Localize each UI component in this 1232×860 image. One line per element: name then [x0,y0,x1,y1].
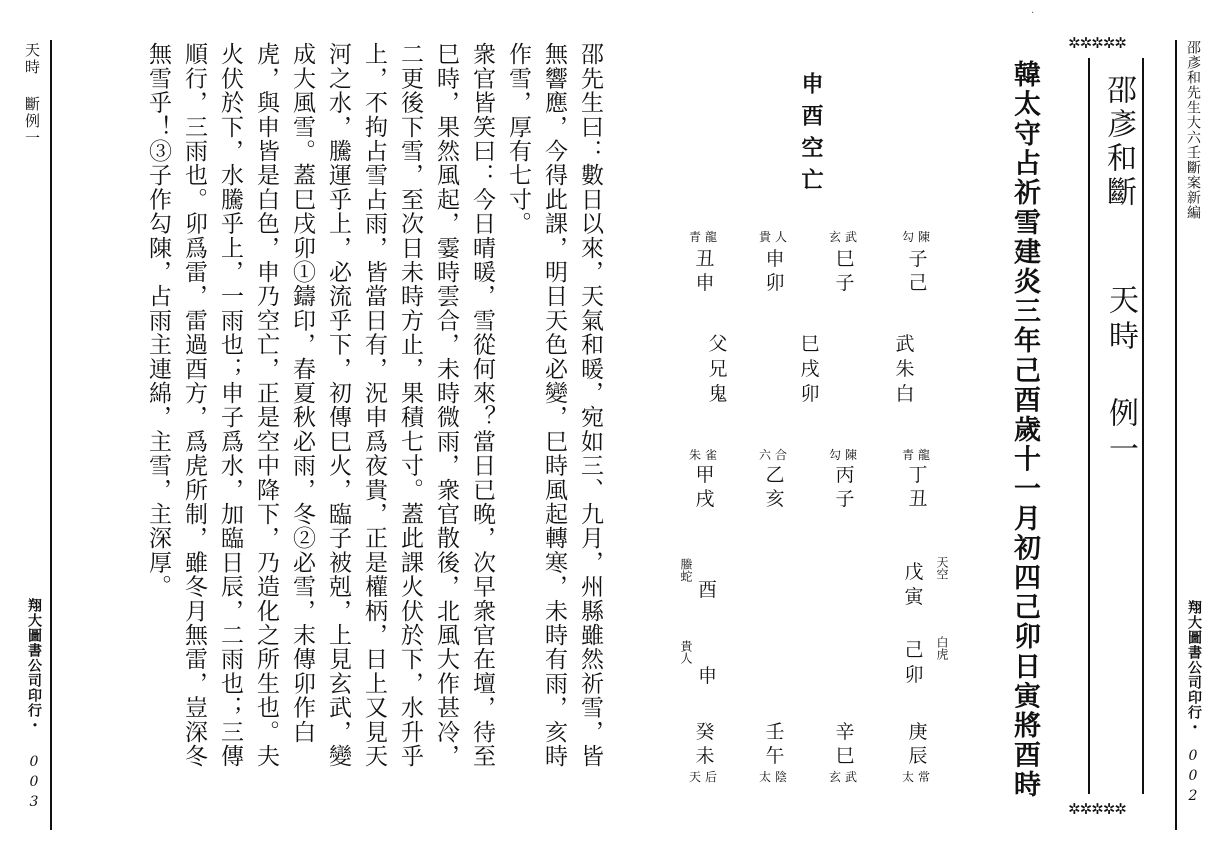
plate-branch: 酉 [698,579,718,601]
plate-stem: 甲 [695,464,715,486]
plate-general: 螣蛇 [679,558,693,582]
plate-general: 太陰 [758,770,791,784]
plate-bottom-3 [745,720,805,785]
transmission-branch: 巳 [800,333,820,355]
body-line: 邵先生曰：數日以來，天氣和暖，宛如三、九月，州縣雖然祈雪，皆 [577,42,603,768]
transmission-relation: 鬼 [708,383,728,405]
plate-bottom-1 [888,720,948,785]
plate-general: 貴人 [679,640,693,664]
plate-stem: 己 [904,639,924,661]
body-line: 上，不拘占雪占雨，皆當日有，況申爲夜貴，正是權柄，日上又見天 [361,42,387,768]
plate-branch: 午 [765,745,785,767]
transmission-relation: 父 [708,333,728,355]
body-line: 虎，與申皆是白色，申乃空亡，正是空中降下，乃造化之所生也。夫 [253,42,279,768]
lesson-bottom: 子 [835,272,855,294]
page-number: 002 [1185,748,1201,808]
plate-branch: 巳 [835,745,855,767]
plate-general: 青龍 [901,448,934,462]
lesson-general: 貴人 [758,230,791,244]
body-line: 河之水，騰運乎上，必流乎下，初傳巳火，臨子被剋，上見玄武，變 [325,42,351,768]
page-rule [1175,40,1177,830]
plate-right-2 [902,638,926,688]
plate-general: 天空 [935,556,949,580]
body-line: 火伏於下，水騰乎上，一雨也；申子爲水，加臨日辰，二雨也；三傳 [217,42,243,768]
page-number: 003 [26,754,42,814]
plate-branch: 寅 [904,586,924,608]
plate-stem: 乙 [765,464,785,486]
lesson-top: 申 [765,248,785,270]
plate-branch: 子 [835,488,855,510]
lesson-2 [815,228,875,295]
publisher-imprint: 翔大圖書公司印行・ [1186,600,1202,735]
plate-right-1 [902,560,926,610]
handwritten-note: 申酉空亡 [798,72,823,200]
publisher-imprint: 翔大圖書公司印行・ [26,598,42,733]
body-line: 順行，三雨也。卯爲雷，雷過酉方，爲虎所制，雖冬月無雷，豈深冬 [181,42,207,768]
plate-stem: 辛 [835,721,855,743]
lesson-general: 青龍 [688,230,721,244]
plate-bottom-2 [815,720,875,785]
body-text [140,42,608,822]
book-title: 邵彥和先生大六壬斷案新編 [1185,40,1201,220]
body-line: 作雪，厚有七寸。 [505,42,531,236]
body-line: 成大風雪。蓋巳戌卯①鑄印，春夏秋必雨，冬②必雪，末傳卯作白 [289,42,315,744]
plate-stem: 丙 [835,464,855,486]
case-heading: 韓太守占祈雪建炎三年己酉歲十一月初四己卯日寅將酉時 [1009,60,1040,800]
plate-branch: 戌 [695,488,715,510]
body-line: 衆官皆笑曰：今日晴暖，雪從何來？當日已晚，次早衆官在壇，待至 [469,42,495,768]
transmission-general: 武 [895,333,915,355]
transmission-branch: 卯 [800,383,820,405]
plate-stem: 丁 [908,464,928,486]
body-line: 無響應，今得此課，明日天色必變，巳時風起轉寒，未時有雨，亥時 [541,42,567,768]
star-ornament: ✲✲✲✲✲ [1068,34,1126,52]
plate-general: 勾陳 [828,448,861,462]
lesson-general: 勾陳 [901,230,934,244]
transmission-general: 朱 [895,358,915,380]
section-title: 邵彥和斷 [1101,74,1136,210]
plate-branch: 亥 [765,488,785,510]
lesson-general: 玄武 [828,230,861,244]
plate-stem: 壬 [765,721,785,743]
plate-top-1 [888,446,948,511]
section-subtitle: 天時 例一 [1103,284,1138,469]
plate-general: 玄武 [828,770,861,784]
page-rule [50,40,52,830]
lesson-bottom: 卯 [765,272,785,294]
plate-branch: 卯 [904,664,924,686]
lesson-top: 丑 [695,248,715,270]
lesson-top: 巳 [835,248,855,270]
plate-top-3 [745,446,805,511]
transmission-relations [703,332,733,407]
lesson-3 [745,228,805,295]
plate-general: 六合 [758,448,791,462]
plate-general: 太常 [901,770,934,784]
transmission-branches [795,332,825,407]
body-line: 無雪乎！③子作勾陳，占雨主連綿，主雪，主深厚。 [145,42,171,599]
plate-branch: 丑 [908,488,928,510]
plate-stem: 癸 [695,721,715,743]
plate-top-2 [815,446,875,511]
star-ornament: ✲✲✲✲✲ [1068,800,1126,818]
plate-general: 天后 [688,770,721,784]
lesson-bottom: 己 [908,272,928,294]
lesson-4 [675,228,735,295]
transmission-branch: 戌 [800,358,820,380]
plate-branch: 申 [698,665,718,687]
transmission-generals [890,332,920,407]
lesson-bottom: 申 [695,272,715,294]
plate-branch: 未 [695,745,715,767]
stray-mark: · [1031,8,1035,19]
left-page [0,0,603,860]
body-line: 二更後下雪，至次日未時方止，果積七寸。蓋此課火伏於下，水升乎 [397,42,423,768]
plate-bottom-4 [675,720,735,785]
transmission-general: 白 [895,383,915,405]
plate-general: 朱雀 [688,448,721,462]
lesson-1 [888,228,948,295]
lesson-top: 子 [908,248,928,270]
transmission-relation: 兄 [708,358,728,380]
plate-top-4 [675,446,735,511]
running-head: 天時 斷例一 [23,42,41,147]
plate-branch: 辰 [908,745,928,767]
plate-general: 白虎 [935,636,949,660]
plate-stem: 庚 [908,721,928,743]
plate-stem: 戊 [904,561,924,583]
body-line: 巳時，果然風起，霎時雲合，未時微雨，衆官散後，北風大作甚冷， [433,42,459,768]
